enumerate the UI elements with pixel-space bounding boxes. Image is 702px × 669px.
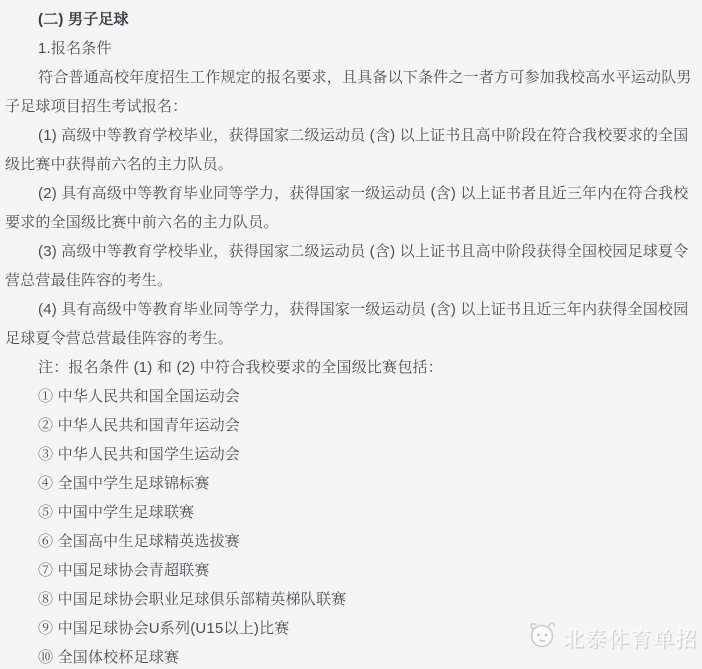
subsection-heading: 1.报名条件 [38,40,112,57]
list-item-competition-5: ⑤ 中国中学生足球联赛 [38,504,195,521]
list-item-competition-6: ⑥ 全国高中生足球精英选拔赛 [38,533,240,550]
list-item-competition-9: ⑨ 中国足球协会U系列(U15以上)比赛 [38,620,290,637]
condition-paragraph-4: (4) 具有高级中等教育毕业同等学力，获得国家一级运动员 (含) 以上证书且近三年内获得全国校园足球夏令营总营最佳阵容的考生。 [5,301,689,347]
list-item-competition-8: ⑧ 中国足球协会职业足球俱乐部精英梯队联赛 [38,591,347,608]
condition-paragraph-1: (1) 高级中等教育学校毕业，获得国家二级运动员 (含) 以上证书且高中阶段在符合我校要求的全国级比赛中获得前六名的主力队员。 [5,127,689,173]
list-item-competition-4: ④ 全国中学生足球锦标赛 [38,475,210,492]
note-line: 注：报名条件 (1) 和 (2) 中符合我校要求的全国级比赛包括： [38,359,443,376]
list-item-competition-3: ③ 中华人民共和国学生运动会 [38,446,240,463]
list-item-competition-7: ⑦ 中国足球协会青超联赛 [38,562,210,579]
condition-paragraph-2: (2) 具有高级中等教育毕业同等学力，获得国家一级运动员 (含) 以上证书者且近三年内在符合我校要求的全国级比赛中前六名的主力队员。 [5,185,689,231]
list-item-competition-2: ② 中华人民共和国青年运动会 [38,417,240,434]
list-item-competition-10: ⑩ 全国体校杯足球赛 [38,649,180,666]
watermark-text: 北泰体育单招 [563,627,698,651]
condition-paragraph-3: (3) 高级中等教育学校毕业，获得国家二级运动员 (含) 以上证书且高中阶段获得全国校园足球夏令营总营最佳阵容的考生。 [5,243,689,289]
section-heading: (二) 男子足球 [38,11,129,28]
intro-paragraph: 符合普通高校年度招生工作规定的报名要求，且具备以下条件之一者方可参加我校高水平运动队男子足球项目招生考试报名： [5,69,692,115]
list-item-competition-1: ① 中华人民共和国全国运动会 [38,388,240,405]
